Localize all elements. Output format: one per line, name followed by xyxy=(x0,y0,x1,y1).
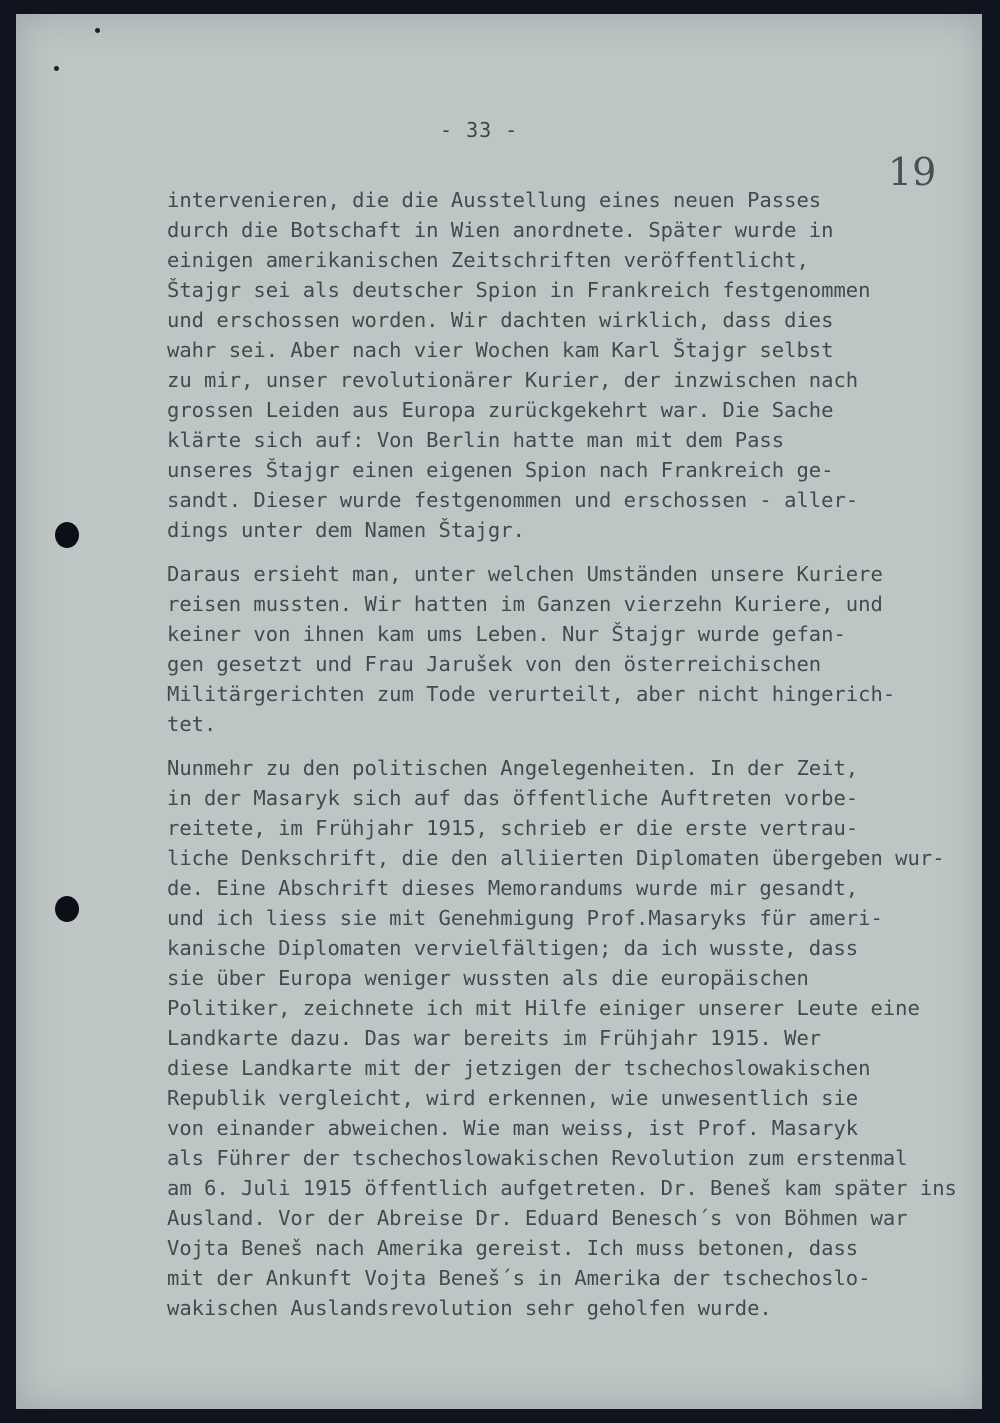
punch-hole-top xyxy=(55,522,79,548)
text-line: von einander abweichen. Wie man weiss, ist Prof. Masaryk xyxy=(167,1116,859,1140)
text-line: Militärgerichten zum Tode verurteilt, aber nicht hingerich- xyxy=(167,682,896,706)
text-line: unseres Štajgr einen eigenen Spion nach Frankreich ge- xyxy=(167,458,834,482)
text-line: durch die Botschaft in Wien anordnete. Später wurde in xyxy=(167,218,834,242)
speck-mark xyxy=(54,66,59,71)
text-line: intervenieren, die die Ausstellung eines neuen Passes xyxy=(167,188,822,212)
text-line: und erschossen worden. Wir dachten wirklich, dass dies xyxy=(167,308,834,332)
text-line: Landkarte dazu. Das war bereits im Frühjahr 1915. Wer xyxy=(167,1026,822,1050)
text-line: und ich liess sie mit Genehmigung Prof.Masaryks für ameri- xyxy=(167,906,883,930)
document-page xyxy=(16,14,982,1409)
text-line: Republik vergleicht, wird erkennen, wie unwesentlich sie xyxy=(167,1086,859,1110)
text-line: Vojta Beneš nach Amerika gereist. Ich muss betonen, dass xyxy=(167,1236,859,1260)
paragraph xyxy=(167,753,967,1323)
text-line: gen gesetzt und Frau Jarušek von den österreichischen xyxy=(167,652,822,676)
text-line: tet. xyxy=(167,712,217,736)
text-line: keiner von ihnen kam ums Leben. Nur Štajgr wurde gefan- xyxy=(167,622,846,646)
text-line: klärte sich auf: Von Berlin hatte man mit dem Pass xyxy=(167,428,785,452)
page-number: - 33 - xyxy=(440,118,519,142)
text-line: einigen amerikanischen Zeitschriften veröffentlicht, xyxy=(167,248,809,272)
paragraph xyxy=(167,559,967,739)
text-line: sie über Europa weniger wussten als die europäischen xyxy=(167,966,809,990)
punch-hole-bottom xyxy=(55,896,79,922)
text-line: zu mir, unser revolutionärer Kurier, der inzwischen nach xyxy=(167,368,859,392)
text-line: grossen Leiden aus Europa zurückgekehrt war. Die Sache xyxy=(167,398,834,422)
text-line: Nunmehr zu den politischen Angelegenheiten. In der Zeit, xyxy=(167,756,859,780)
text-line: kanische Diplomaten vervielfältigen; da ich wusste, dass xyxy=(167,936,859,960)
text-line: liche Denkschrift, die den alliierten Diplomaten übergeben wur- xyxy=(167,846,945,870)
text-line: am 6. Juli 1915 öffentlich aufgetreten. Dr. Beneš kam später ins xyxy=(167,1176,957,1200)
text-line: als Führer der tschechoslowakischen Revolution zum erstenmal xyxy=(167,1146,908,1170)
text-line: Štajgr sei als deutscher Spion in Frankreich festgenommen xyxy=(167,278,871,302)
paragraph xyxy=(167,185,967,545)
text-line: wahr sei. Aber nach vier Wochen kam Karl Štajgr selbst xyxy=(167,338,834,362)
text-line: reitete, im Frühjahr 1915, schrieb er die erste vertrau- xyxy=(167,816,859,840)
text-line: sandt. Dieser wurde festgenommen und erschossen - aller- xyxy=(167,488,859,512)
text-line: dings unter dem Namen Štajgr. xyxy=(167,518,525,542)
text-line: mit der Ankunft Vojta Beneš´s in Amerika der tschechoslo- xyxy=(167,1266,871,1290)
text-line: diese Landkarte mit der jetzigen der tschechoslowakischen xyxy=(167,1056,871,1080)
text-line: in der Masaryk sich auf das öffentliche Auftreten vorbe- xyxy=(167,786,859,810)
text-line: de. Eine Abschrift dieses Memorandums wurde mir gesandt, xyxy=(167,876,859,900)
text-line: Politiker, zeichnete ich mit Hilfe einiger unserer Leute eine xyxy=(167,996,920,1020)
folio-number: 19 xyxy=(888,150,937,194)
text-line: Daraus ersieht man, unter welchen Umständen unsere Kuriere xyxy=(167,562,883,586)
text-line: reisen mussten. Wir hatten im Ganzen vierzehn Kuriere, und xyxy=(167,592,883,616)
speck-mark xyxy=(95,28,100,33)
text-line: wakischen Auslandsrevolution sehr geholfen wurde. xyxy=(167,1296,772,1320)
text-line: Ausland. Vor der Abreise Dr. Eduard Benesch´s von Böhmen war xyxy=(167,1206,908,1230)
body-text xyxy=(167,185,967,1337)
